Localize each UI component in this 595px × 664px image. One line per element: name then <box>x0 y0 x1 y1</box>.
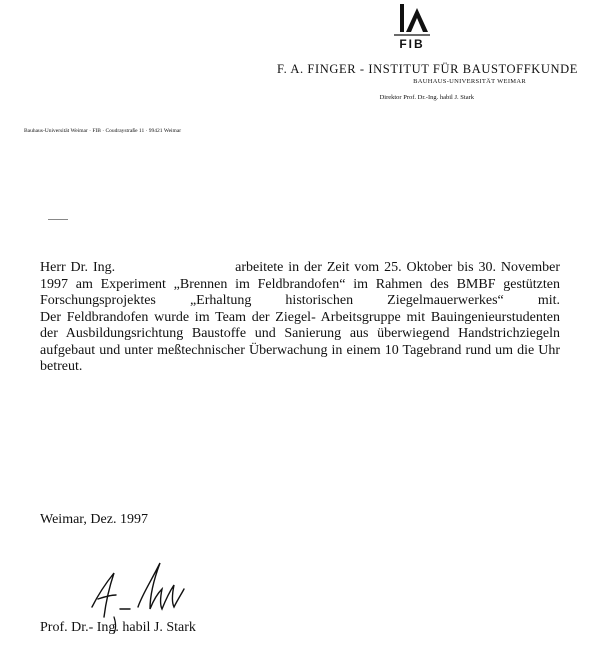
paragraph-1-text: arbeitete in der Zeit vom 25. Oktober bis 30. November 1997 am Experiment „Brennen im Feldbrandofen“ im Rahmen des BMBF gestützten Forschungsprojektes „Erhaltung historischen Ziegelmauerwerkes“ mit. <box>40 260 561 308</box>
paragraph-1 <box>40 260 560 310</box>
logo-text: FIB <box>399 37 425 50</box>
university-name: BAUHAUS-UNIVERSITÄT WEIMAR <box>413 78 526 85</box>
director-line: Direktor Prof. Dr.-Ing. habil J. Stark <box>379 94 474 101</box>
paragraph-1-salutation: Herr Dr. Ing. <box>40 260 116 275</box>
institute-logo <box>386 2 436 50</box>
signatory-name: Prof. Dr.- Ing. habil J. Stark <box>40 620 196 635</box>
place-date: Weimar, Dez. 1997 <box>40 512 148 527</box>
paragraph-2: Der Feldbrandofen wurde im Team der Ziegel- Arbeitsgruppe mit Bauingenieurstudenten der Ausbildungsrichtung Baustoffe und Sanierung aus überwiegend Handstrichziegeln aufgebaut und unter meßtechnischer Überwachung in einem 10 Tagebrand rund um die Uhr betreut. <box>40 309 560 374</box>
institute-name: F. A. FINGER - INSTITUT FÜR BAUSTOFFKUNDE <box>277 62 578 76</box>
fold-mark <box>48 219 68 220</box>
letter-body <box>40 260 560 376</box>
sender-address-line: Bauhaus-Universität Weimar · FIB · Coudraystraße 11 · 99421 Weimar <box>24 128 182 134</box>
